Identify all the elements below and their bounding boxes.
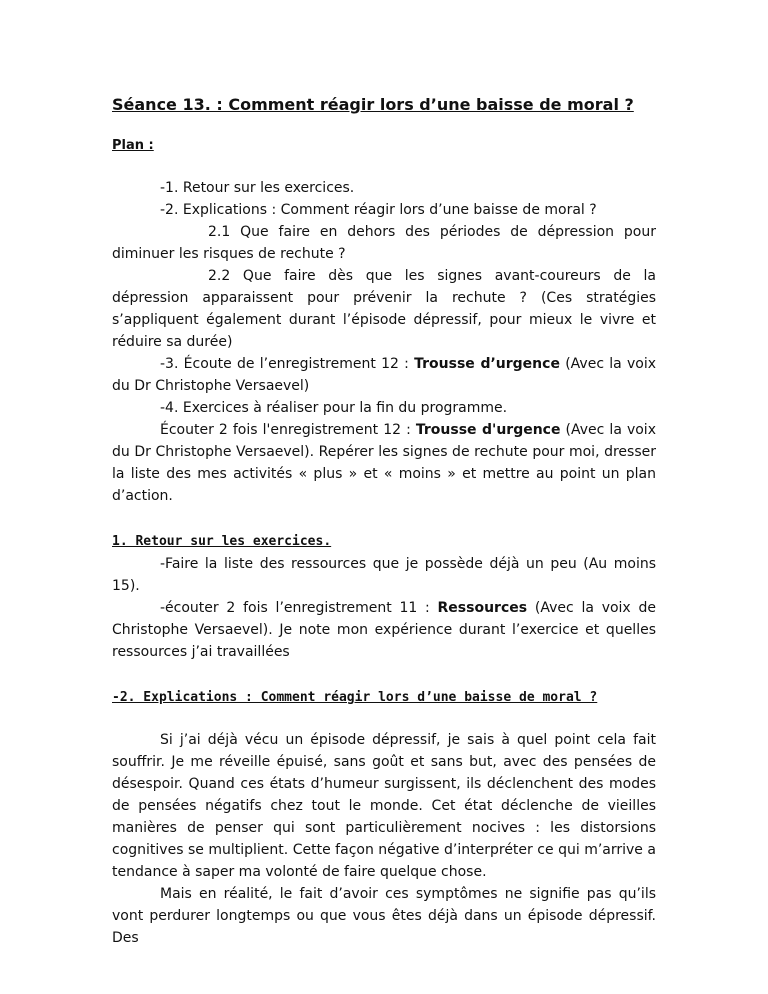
section-1-body xyxy=(112,553,656,663)
plan-item-4b-text: Écouter 2 fois l'enregistrement 12 : xyxy=(160,422,416,438)
plan-item-2-2: 2.2 Que faire dès que les signes avant-coureurs de la dépression apparaissent pour prévenir la rechute ? (Ces stratégies s’appliquent également durant l’épisode dépressif, pour mieux le vivre et réduire sa durée) xyxy=(112,268,656,350)
plan-item-3-post: (Avec la voix du Dr Christophe Versaevel) xyxy=(112,356,656,394)
document-page xyxy=(112,94,656,949)
plan-item-4: -4. Exercices à réaliser pour la fin du programme. xyxy=(160,400,508,416)
section-1-para-2-text: -écouter 2 fois l’enregistrement 11 : xyxy=(160,600,438,616)
section-2-heading xyxy=(112,687,656,709)
plan-item-3-text: -3. Écoute de l’enregistrement 12 : xyxy=(160,356,415,372)
section-1-para-2-post: (Avec la voix de Christophe Versaevel). Je note mon expérience durant l’exercice et quelles ressources j’ai travaillées xyxy=(112,600,656,660)
plan-item-1: -1. Retour sur les exercices. xyxy=(160,180,355,196)
plan-label: Plan : xyxy=(112,138,154,153)
section-1-para-1: -Faire la liste des ressources que je possède déjà un peu (Au moins 15). xyxy=(112,556,656,594)
section-1-heading-text: 1. Retour sur les exercices. xyxy=(112,534,332,549)
section-2-heading-text: -2. Explications : Comment réagir lors d’une baisse de moral ? xyxy=(112,690,598,705)
section-2-body xyxy=(112,729,656,949)
plan-item-2: -2. Explications : Comment réagir lors d’une baisse de moral ? xyxy=(160,202,597,218)
plan-item-3-bold: Trousse d’urgence xyxy=(414,356,560,372)
section-1-para-2 xyxy=(112,597,656,663)
plan-item-3 xyxy=(112,353,656,397)
plan-item-4b xyxy=(112,419,656,507)
plan-item-4b-bold: Trousse d'urgence xyxy=(415,422,561,438)
plan-item-2-1: 2.1 Que faire en dehors des périodes de dépression pour diminuer les risques de rechute ? xyxy=(112,224,656,262)
section-1-para-2-bold: Ressources xyxy=(437,600,528,616)
plan-list xyxy=(112,177,656,507)
page-title: Séance 13. : Comment réagir lors d’une baisse de moral ? xyxy=(112,95,634,114)
plan-item-4b-post: (Avec la voix du Dr Christophe Versaevel). Repérer les signes de rechute pour moi, dresser la liste des mes activités « plus » et « moins » et mettre au point un plan d’action. xyxy=(112,422,656,504)
section-2-para-1: Si j’ai déjà vécu un épisode dépressif, je sais à quel point cela fait souffrir. Je me réveille épuisé, sans goût et sans but, avec des pensées de désespoir. Quand ces états d’humeur surgissent, ils déclenchent des modes de pensées négatifs chez tout le monde. Cet état déclenche de vieilles manières de penser qui sont particulièrement nocives : les distorsions cognitives se multiplient. Cette façon négative d’interpréter ce qui m’arrive a tendance à saper ma volonté de faire quelque chose. xyxy=(112,732,656,880)
section-1-heading xyxy=(112,531,656,553)
section-2-para-2: Mais en réalité, le fait d’avoir ces symptômes ne signifie pas qu’ils vont perdurer longtemps ou que vous êtes déjà dans un épisode dépressif. Des xyxy=(112,886,656,946)
